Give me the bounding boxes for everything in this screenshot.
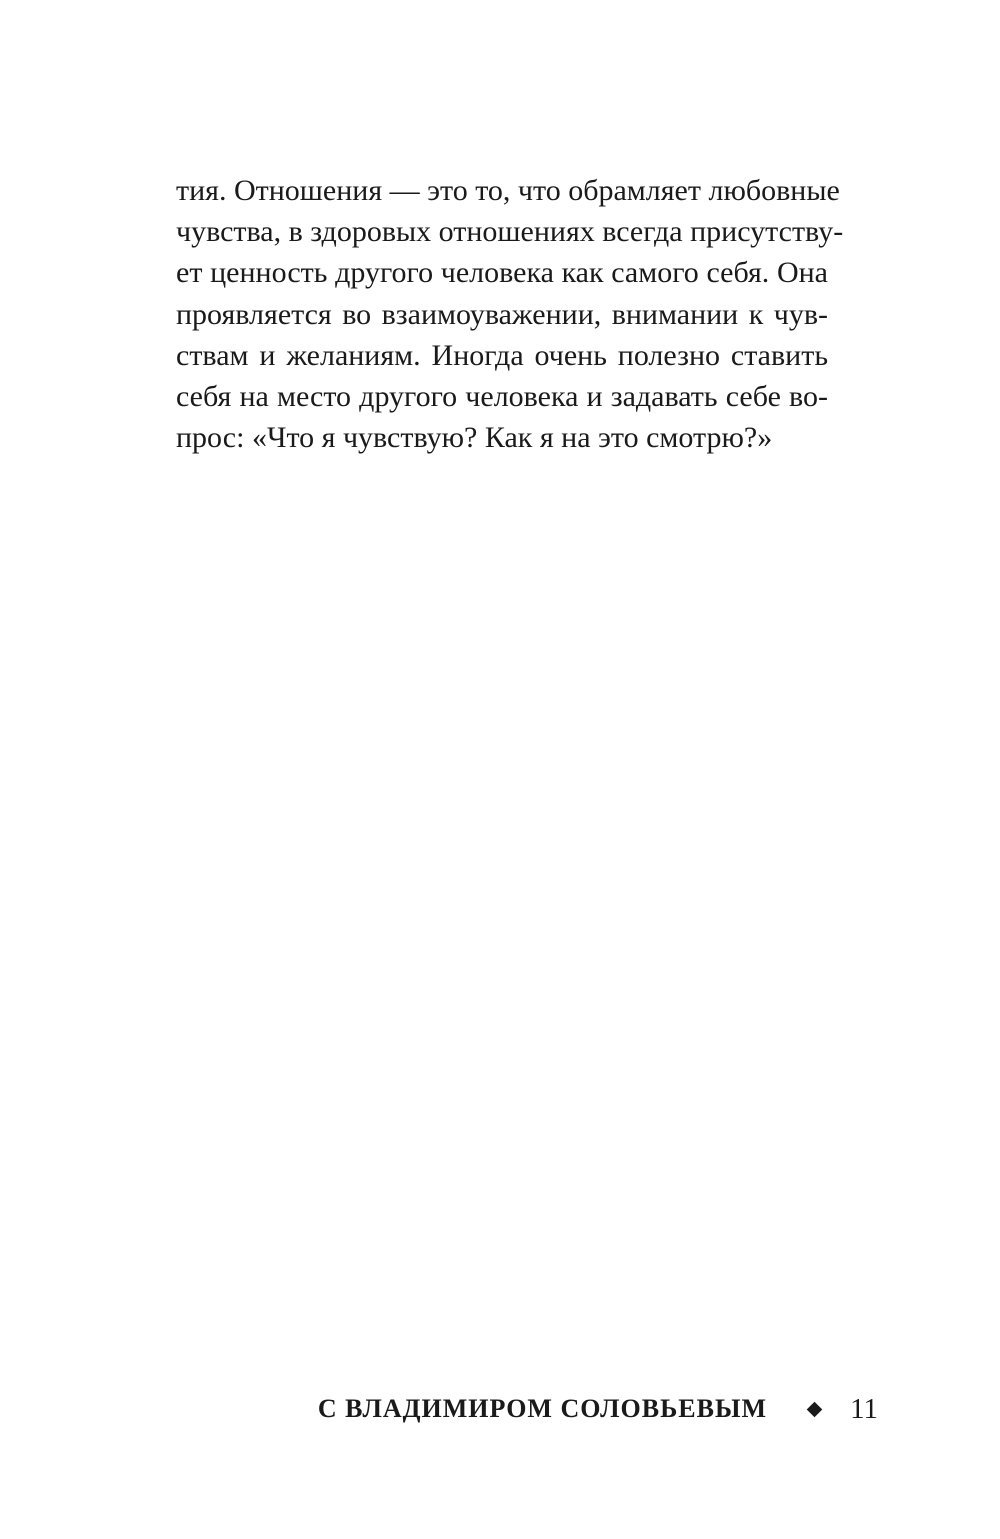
running-head: С ВЛАДИМИРОМ СОЛОВЬЕВЫМ [317, 1394, 768, 1423]
text-line: ствам и желаниям. Иногда очень полезно ставить [176, 338, 828, 372]
page-footer [318, 1391, 878, 1427]
text-line: тия. Отношения — это то, что обрамляет любовные [176, 174, 840, 207]
page-number: 11 [850, 1392, 878, 1425]
text-line: чувства, в здоровых отношениях всегда присутству- [176, 215, 844, 249]
text-line: ет ценность другого человека как самого себя. Она [176, 256, 828, 290]
text-line: прос: «Что я чувствую? Как я на это смотрю?» [176, 421, 773, 455]
body-text [176, 170, 844, 458]
diamond-icon [807, 1401, 823, 1417]
text-line: проявляется во взаимоуважении, внимании к чув- [176, 297, 828, 331]
text-line: себя на место другого человека и задавать себе во- [176, 379, 828, 413]
